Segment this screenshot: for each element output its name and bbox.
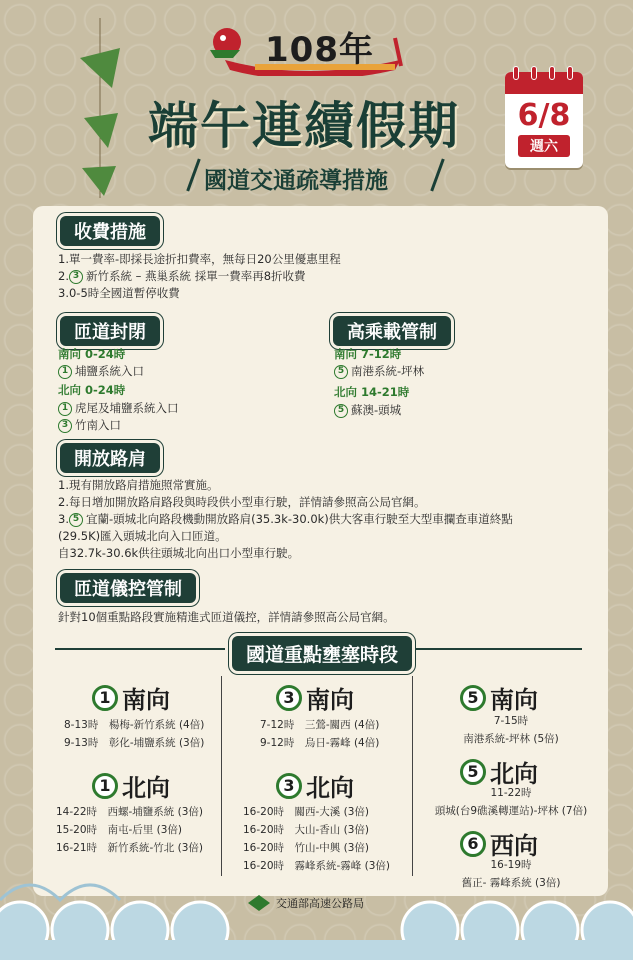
col2-north-list: 16-20時 關西-大溪 (3倍) 16-20時 大山-香山 (3倍) 16-20時 竹山-中興 (3倍) 16-20時 霧峰系統-霧峰 (3倍) <box>243 806 391 872</box>
ramp-north-label: 北向 0-24時 <box>58 383 126 397</box>
hov-south-item: 5 南港系統-坪林 <box>334 363 424 380</box>
ramp-south-label: 南向 0-24時 <box>58 347 126 361</box>
col3-west-heading: 6 西向 <box>460 826 538 861</box>
zongzi-icon <box>70 18 130 198</box>
ramp-south-item: 1 埔鹽系統入口 <box>58 363 144 380</box>
hov-heading: 高乘載管制 <box>333 316 451 346</box>
page-subtitle: 國道交通疏導措施 <box>204 168 388 194</box>
hov-north-item: 5 蘇澳-頭城 <box>334 402 401 419</box>
meter-line: 針對10個重點路段實施精進式匝道儀控，詳情請參照高公局官網。 <box>58 610 395 624</box>
calendar-date: 6/8 <box>517 98 571 133</box>
divider <box>55 648 225 650</box>
shoulder-line-3: 3. 5 宜蘭-頭城北向路段機動開放路肩(35.3k-30.0k)供大客車行駛至大型車攔查車道終點 <box>58 512 513 526</box>
calendar-icon <box>505 72 583 168</box>
oar-icon <box>186 159 200 192</box>
col3-south-list: 7-15時 南港系統-坪林 (5倍) <box>463 715 559 745</box>
col1-north-list: 14-22時 西螺-埔鹽系統 (3倍) 15-20時 南屯-后里 (3倍) 16-21時 新竹系統-竹北 (3倍) <box>56 806 204 854</box>
page-title: 端午連續假期 <box>148 97 460 155</box>
toll-line-2: 2. 3 新竹系統 – 燕巢系統 採單一費率再8折收費 <box>58 269 306 283</box>
col1-north-heading: 1 北向 <box>92 768 170 803</box>
shoulder-line-5: 自32.7k-30.6k供往頭城北向出口小型車行駛。 <box>58 546 300 560</box>
header <box>0 0 633 205</box>
shoulder-heading: 開放路肩 <box>60 443 160 473</box>
shoulder-line-2: 2.每日增加開放路肩路段與時段供小型車行駛，詳情請參照高公局官網。 <box>58 495 426 509</box>
toll-heading: 收費措施 <box>60 216 160 246</box>
agency-name: 交通部高速公路局 <box>276 897 364 910</box>
col1-south-list: 8-13時 楊梅-新竹系統 (4倍) 9-13時 彰化-埔鹽系統 (3倍) <box>64 719 205 749</box>
toll-line-1: 1.單一費率-即採長途折扣費率，無每日20公里優惠里程 <box>58 252 341 266</box>
column-divider <box>221 676 222 876</box>
congestion-heading: 國道重點壅塞時段 <box>232 636 412 671</box>
oar-icon <box>430 159 444 192</box>
col3-north-list: 11-22時 頭城(台9礁溪轉運站)-坪林 (7倍) <box>434 787 588 817</box>
shoulder-line-4: (29.5K)匯入頭城北向入口匝道。 <box>58 529 227 543</box>
col3-north-heading: 5 北向 <box>460 754 538 789</box>
footer <box>248 895 364 911</box>
meter-heading: 匝道儀控管制 <box>60 573 196 603</box>
ramp-north-item: 1 虎尾及埔鹽系統入口 <box>58 400 179 417</box>
ramp-heading: 匝道封閉 <box>60 316 160 346</box>
calendar-weekday: 週六 <box>518 135 570 157</box>
hov-south-label: 南向 7-12時 <box>334 347 402 361</box>
ramp-north-item: 3 竹南入口 <box>58 417 121 434</box>
col3-south-heading: 5 南向 <box>460 680 538 715</box>
hov-north-label: 北向 14-21時 <box>334 385 410 399</box>
col2-south-list: 7-12時 三鶯-關西 (4倍) 9-12時 烏日-霧峰 (4倍) <box>260 719 380 749</box>
col2-south-heading: 3 南向 <box>276 680 354 715</box>
column-divider <box>412 676 413 876</box>
agency-logo-icon <box>248 895 270 911</box>
col2-north-heading: 3 北向 <box>276 768 354 803</box>
toll-line-3: 3.0-5時全國道暫停收費 <box>58 286 180 300</box>
col1-south-heading: 1 南向 <box>92 680 170 715</box>
year-label: 108年 <box>265 30 374 70</box>
divider <box>412 648 582 650</box>
col3-west-list: 16-19時 舊正- 霧峰系統 (3倍) <box>461 859 561 889</box>
route-number-icon: 3 <box>69 270 83 284</box>
shoulder-line-1: 1.現有開放路肩措施照常實施。 <box>58 478 219 492</box>
